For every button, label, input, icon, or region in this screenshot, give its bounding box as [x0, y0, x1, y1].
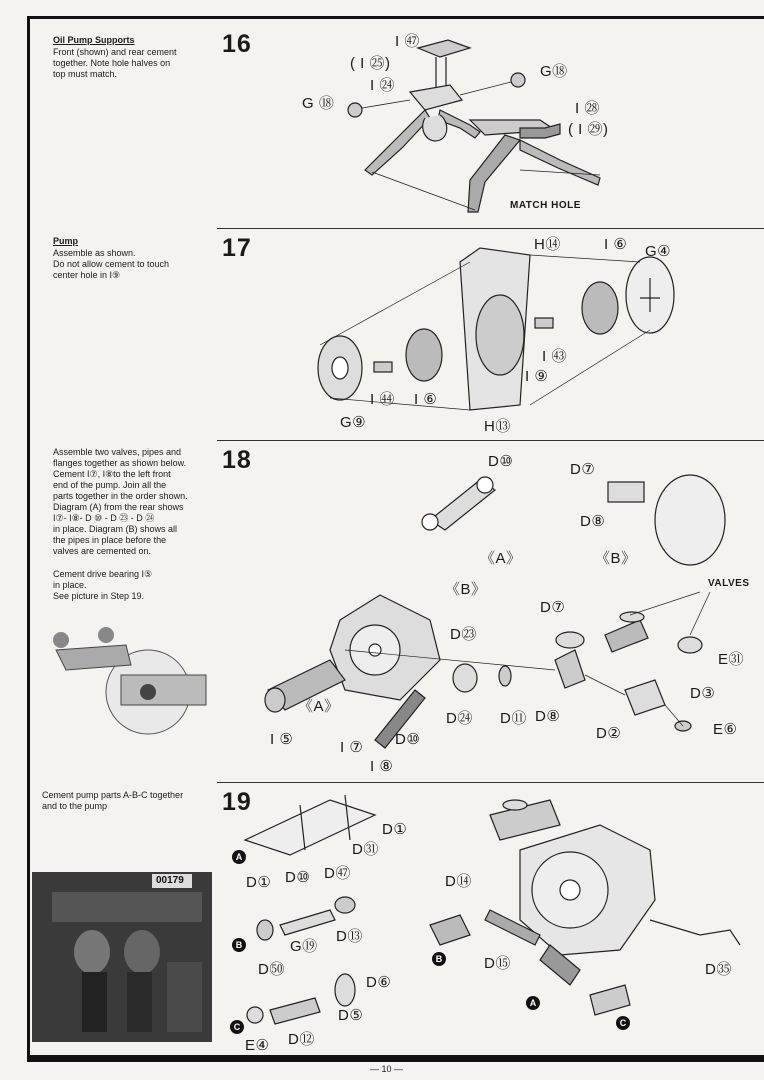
label-g9: G⑨	[340, 414, 367, 431]
label-d15: D⑮	[484, 955, 511, 972]
label-d7-top: D⑦	[570, 461, 596, 478]
label-i5: I ⑤	[270, 731, 294, 748]
label-g19: G⑲	[290, 938, 318, 955]
marker-b-left: B	[232, 938, 246, 952]
step-16-heading: Oil Pump Supports	[53, 35, 135, 45]
caption-a: 《A》	[480, 550, 522, 567]
label-d11: D⑪	[500, 710, 527, 727]
label-i43: I ㊸	[542, 348, 567, 365]
label-d23: D㉓	[450, 626, 477, 643]
step-18-body: Assemble two valves, pipes and flanges together as shown below. Cement I⑦, I⑧to the left front end of the pump. Join all the parts together in the order shown. Diagram (A) from the rear shows I⑦- I⑧- D ⑩ - D ㉓ - D ㉔ in place. Diagram (B) shows all the pipes in place before the valves are cemented on.	[53, 447, 188, 556]
label-i9: I ⑨	[525, 368, 549, 385]
label-a-main: 《A》	[298, 698, 340, 715]
label-i6-top: I ⑥	[604, 236, 628, 253]
label-i6-bottom: I ⑥	[414, 391, 438, 408]
step-19-number: 19	[222, 788, 252, 816]
label-g18-left: G ⑱	[302, 95, 335, 112]
label-d13: D⑬	[336, 928, 363, 945]
label-h14: H⑭	[534, 236, 561, 253]
step-16-number: 16	[222, 30, 252, 58]
label-i24: I ㉔	[370, 77, 395, 94]
page-number: — 10 —	[370, 1064, 404, 1074]
label-d5: D⑤	[338, 1007, 364, 1024]
label-valves: VALVES	[708, 578, 750, 589]
photo-plate-number: 00179	[156, 875, 184, 886]
label-d6: D⑥	[366, 974, 392, 991]
label-d1-left: D①	[246, 874, 272, 891]
label-i44: I ㊹	[370, 391, 395, 408]
label-i47: I ㊼	[395, 33, 420, 50]
label-i7: I ⑦	[340, 739, 364, 756]
label-h13: H⑬	[484, 418, 511, 435]
label-d2: D②	[596, 725, 622, 742]
marker-b-right: B	[432, 952, 446, 966]
label-b-main: 《B》	[445, 581, 487, 598]
label-d1-right: D①	[382, 821, 408, 838]
label-d12: D⑫	[288, 1031, 315, 1048]
label-d3: D③	[690, 685, 716, 702]
label-e4: E④	[245, 1037, 270, 1054]
label-d10-top: D⑩	[488, 453, 514, 470]
label-d65: D㉟	[705, 961, 732, 978]
marker-c-left: C	[230, 1020, 244, 1034]
label-d7: D⑦	[540, 599, 566, 616]
label-d8-top: D⑧	[580, 513, 606, 530]
label-d14: D⑭	[445, 873, 472, 890]
label-d8: D⑧	[535, 708, 561, 725]
label-d50: D㊿	[258, 961, 285, 978]
label-e31: E㉛	[718, 651, 745, 668]
step-18-body2: Cement drive bearing I⑤ in place. See picture in Step 19.	[53, 569, 153, 601]
step-17-number: 17	[222, 234, 252, 262]
label-d57: D㊼	[324, 865, 351, 882]
label-d24: D㉔	[446, 710, 473, 727]
step-16-body: Front (shown) and rear cement together. Note hole halves on top must match.	[53, 47, 177, 79]
label-i8: I ⑧	[370, 758, 394, 775]
step-19-body: Cement pump parts A-B-C together and to the pump	[42, 790, 184, 811]
step-17-body: Assemble as shown. Do not allow cement to touch center hole in I⑨	[53, 248, 170, 280]
label-d60: D⑩	[285, 869, 311, 886]
label-d10: D⑩	[395, 731, 421, 748]
label-g4: G④	[645, 243, 672, 260]
label-i28: I ㉘	[575, 100, 600, 117]
label-i29: ( I ㉙)	[568, 121, 609, 138]
caption-b: 《B》	[595, 550, 637, 567]
label-match-hole: MATCH HOLE	[510, 200, 581, 211]
marker-a-right: A	[526, 996, 540, 1010]
label-e6: E⑥	[713, 721, 738, 738]
label-i25: ( I ㉕)	[350, 55, 391, 72]
label-g18-right: G⑱	[540, 63, 568, 80]
step-18-number: 18	[222, 446, 252, 474]
marker-a-left: A	[232, 850, 246, 864]
marker-c-right: C	[616, 1016, 630, 1030]
label-d61: D㉛	[352, 841, 379, 858]
step-17-heading: Pump	[53, 236, 79, 246]
